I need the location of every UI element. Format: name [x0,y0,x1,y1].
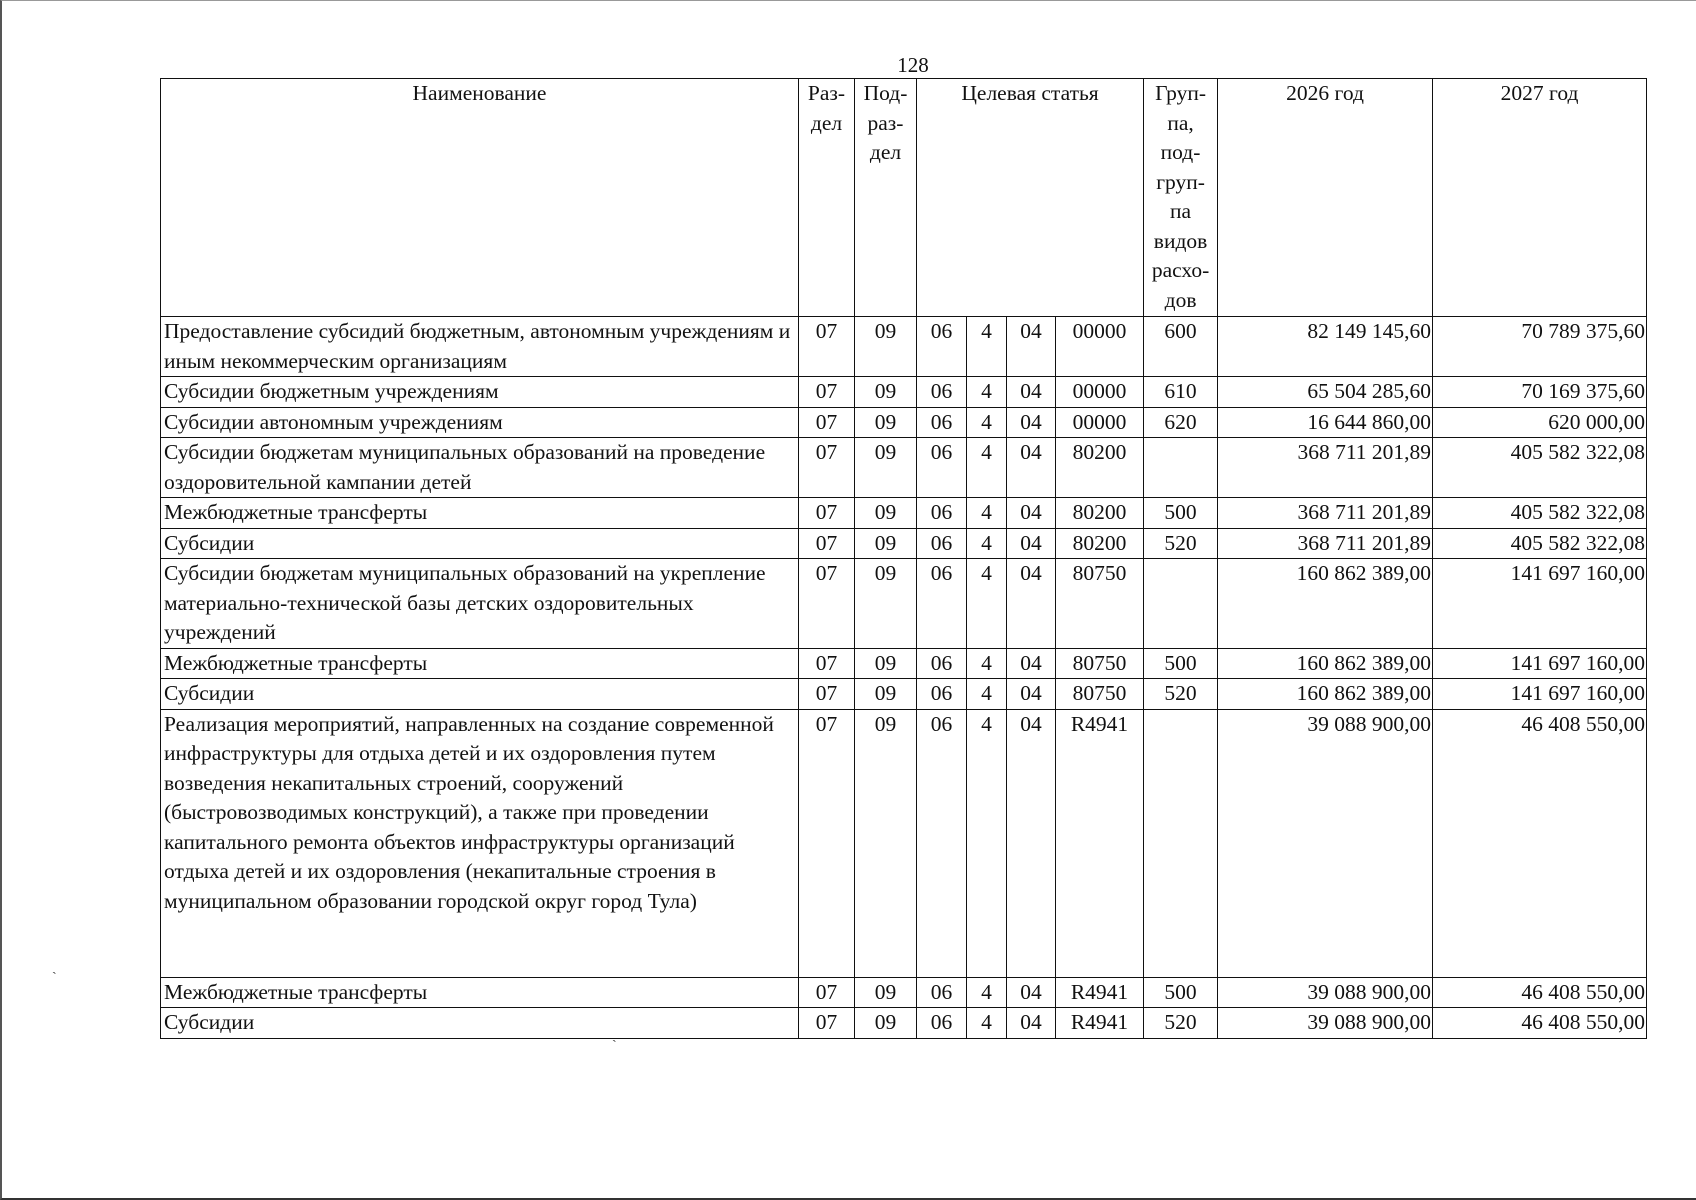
cell-target-type: 4 [967,498,1007,529]
cell-target-program: 06 [917,679,967,710]
cell-target-subprogram: 04 [1007,528,1056,559]
cell-group: 620 [1144,407,1218,438]
cell-name: Реализация мероприятий, направленных на создание современной инфраструктуры для отдыха детей и их оздоровления путем возведения некапитальных строений, сооружений (быстровозводимых конструкций), а также при проведении капитального ремонта объектов инфраструктуры организаций отдыха детей и их оздоровления (некапитальные строения в муниципальном образовании городской округ город Тула) [161,709,799,977]
cell-subsection: 09 [855,1008,917,1039]
cell-amount-2026: 160 862 389,00 [1218,559,1433,649]
cell-target-program: 06 [917,528,967,559]
cell-group: 600 [1144,317,1218,377]
cell-target-direction: R4941 [1056,1008,1144,1039]
cell-target-direction: 80750 [1056,559,1144,649]
cell-target-program: 06 [917,438,967,498]
cell-target-type: 4 [967,317,1007,377]
cell-target-type: 4 [967,977,1007,1008]
cell-target-program: 06 [917,377,967,408]
header-target-article: Целевая статья [917,79,1144,317]
cell-name: Субсидии бюджетам муниципальных образований на проведение оздоровительной кампании детей [161,438,799,498]
cell-amount-2026: 39 088 900,00 [1218,977,1433,1008]
cell-amount-2026: 82 149 145,60 [1218,317,1433,377]
cell-group: 520 [1144,1008,1218,1039]
cell-subsection: 09 [855,377,917,408]
cell-target-program: 06 [917,648,967,679]
header-year-2027: 2027 год [1433,79,1647,317]
cell-target-type: 4 [967,438,1007,498]
cell-subsection: 09 [855,977,917,1008]
cell-amount-2026: 65 504 285,60 [1218,377,1433,408]
cell-target-type: 4 [967,528,1007,559]
cell-name: Межбюджетные трансферты [161,498,799,529]
table-row [161,679,1647,710]
cell-name: Субсидии [161,528,799,559]
cell-target-subprogram: 04 [1007,709,1056,977]
cell-section: 07 [799,377,855,408]
table-row [161,977,1647,1008]
cell-amount-2027: 141 697 160,00 [1433,559,1647,649]
cell-amount-2027: 46 408 550,00 [1433,1008,1647,1039]
scan-speck: ˏ [52,960,57,975]
cell-section: 07 [799,559,855,649]
cell-name: Субсидии бюджетам муниципальных образований на укрепление материально-технической базы детских оздоровительных учреждений [161,559,799,649]
cell-amount-2027: 620 000,00 [1433,407,1647,438]
cell-section: 07 [799,648,855,679]
cell-section: 07 [799,709,855,977]
cell-subsection: 09 [855,498,917,529]
cell-amount-2026: 160 862 389,00 [1218,648,1433,679]
scan-speck: ˏ [612,1028,617,1043]
cell-amount-2026: 160 862 389,00 [1218,679,1433,710]
header-group [1144,79,1218,317]
cell-name: Субсидии [161,1008,799,1039]
table-row [161,407,1647,438]
cell-target-program: 06 [917,498,967,529]
header-section [799,79,855,317]
cell-target-direction: 80200 [1056,438,1144,498]
cell-amount-2027: 46 408 550,00 [1433,977,1647,1008]
header-year-2026: 2026 год [1218,79,1433,317]
cell-section: 07 [799,407,855,438]
page-number: 128 [897,53,929,77]
cell-amount-2027: 405 582 322,08 [1433,528,1647,559]
cell-target-direction: R4941 [1056,709,1144,977]
header-subsection-text: Под- раз- дел [863,81,908,164]
budget-table [160,78,1647,1039]
cell-group: 520 [1144,528,1218,559]
cell-section: 07 [799,317,855,377]
cell-target-type: 4 [967,709,1007,977]
cell-subsection: 09 [855,559,917,649]
cell-target-program: 06 [917,977,967,1008]
cell-target-program: 06 [917,1008,967,1039]
table-row [161,559,1647,649]
cell-amount-2026: 368 711 201,89 [1218,528,1433,559]
cell-name: Межбюджетные трансферты [161,648,799,679]
cell-group [1144,709,1218,977]
cell-subsection: 09 [855,648,917,679]
cell-target-type: 4 [967,407,1007,438]
cell-section: 07 [799,679,855,710]
cell-target-program: 06 [917,407,967,438]
cell-group [1144,438,1218,498]
cell-target-subprogram: 04 [1007,438,1056,498]
header-section-text: Раз- дел [807,81,846,135]
cell-amount-2026: 39 088 900,00 [1218,1008,1433,1039]
table-row [161,1008,1647,1039]
cell-section: 07 [799,1008,855,1039]
cell-amount-2027: 70 789 375,60 [1433,317,1647,377]
cell-group: 500 [1144,648,1218,679]
cell-amount-2027: 405 582 322,08 [1433,498,1647,529]
table-row [161,438,1647,498]
cell-target-subprogram: 04 [1007,559,1056,649]
cell-target-subprogram: 04 [1007,1008,1056,1039]
table-body [161,317,1647,1039]
cell-target-type: 4 [967,648,1007,679]
cell-target-direction: 00000 [1056,407,1144,438]
cell-amount-2027: 70 169 375,60 [1433,377,1647,408]
cell-name: Субсидии автономным учреждениям [161,407,799,438]
cell-group: 500 [1144,977,1218,1008]
cell-target-type: 4 [967,559,1007,649]
cell-subsection: 09 [855,407,917,438]
cell-target-subprogram: 04 [1007,317,1056,377]
cell-name: Субсидии [161,679,799,710]
table-row [161,498,1647,529]
cell-subsection: 09 [855,528,917,559]
cell-target-program: 06 [917,709,967,977]
cell-target-type: 4 [967,377,1007,408]
cell-target-type: 4 [967,1008,1007,1039]
cell-target-program: 06 [917,317,967,377]
cell-target-subprogram: 04 [1007,377,1056,408]
cell-target-subprogram: 04 [1007,407,1056,438]
table-row [161,709,1647,977]
cell-amount-2026: 368 711 201,89 [1218,438,1433,498]
cell-subsection: 09 [855,317,917,377]
cell-target-program: 06 [917,559,967,649]
cell-subsection: 09 [855,709,917,977]
cell-section: 07 [799,528,855,559]
header-name: Наименование [161,79,799,317]
cell-amount-2027: 141 697 160,00 [1433,648,1647,679]
cell-target-type: 4 [967,679,1007,710]
header-group-text: Груп- па, под- груп- па видов расхо- дов [1151,81,1210,312]
cell-name: Предоставление субсидий бюджетным, автономным учреждениям и иным некоммерческим организациям [161,317,799,377]
cell-section: 07 [799,438,855,498]
cell-target-direction: 80750 [1056,679,1144,710]
cell-group: 610 [1144,377,1218,408]
cell-target-subprogram: 04 [1007,977,1056,1008]
cell-amount-2026: 39 088 900,00 [1218,709,1433,977]
cell-target-direction: 80200 [1056,498,1144,529]
cell-target-direction: 80200 [1056,528,1144,559]
cell-group: 520 [1144,679,1218,710]
cell-target-direction: 00000 [1056,317,1144,377]
cell-subsection: 09 [855,438,917,498]
cell-target-subprogram: 04 [1007,648,1056,679]
cell-amount-2027: 405 582 322,08 [1433,438,1647,498]
table-row [161,377,1647,408]
cell-name: Межбюджетные трансферты [161,977,799,1008]
cell-target-direction: R4941 [1056,977,1144,1008]
cell-subsection: 09 [855,679,917,710]
cell-target-subprogram: 04 [1007,679,1056,710]
cell-amount-2027: 141 697 160,00 [1433,679,1647,710]
table-header-row [161,79,1647,317]
cell-section: 07 [799,498,855,529]
table-row [161,317,1647,377]
cell-amount-2026: 16 644 860,00 [1218,407,1433,438]
cell-target-direction: 00000 [1056,377,1144,408]
cell-amount-2027: 46 408 550,00 [1433,709,1647,977]
cell-amount-2026: 368 711 201,89 [1218,498,1433,529]
table-row [161,648,1647,679]
table-row [161,528,1647,559]
cell-group [1144,559,1218,649]
cell-name: Субсидии бюджетным учреждениям [161,377,799,408]
cell-group: 500 [1144,498,1218,529]
cell-target-subprogram: 04 [1007,498,1056,529]
cell-target-direction: 80750 [1056,648,1144,679]
cell-section: 07 [799,977,855,1008]
header-subsection [855,79,917,317]
